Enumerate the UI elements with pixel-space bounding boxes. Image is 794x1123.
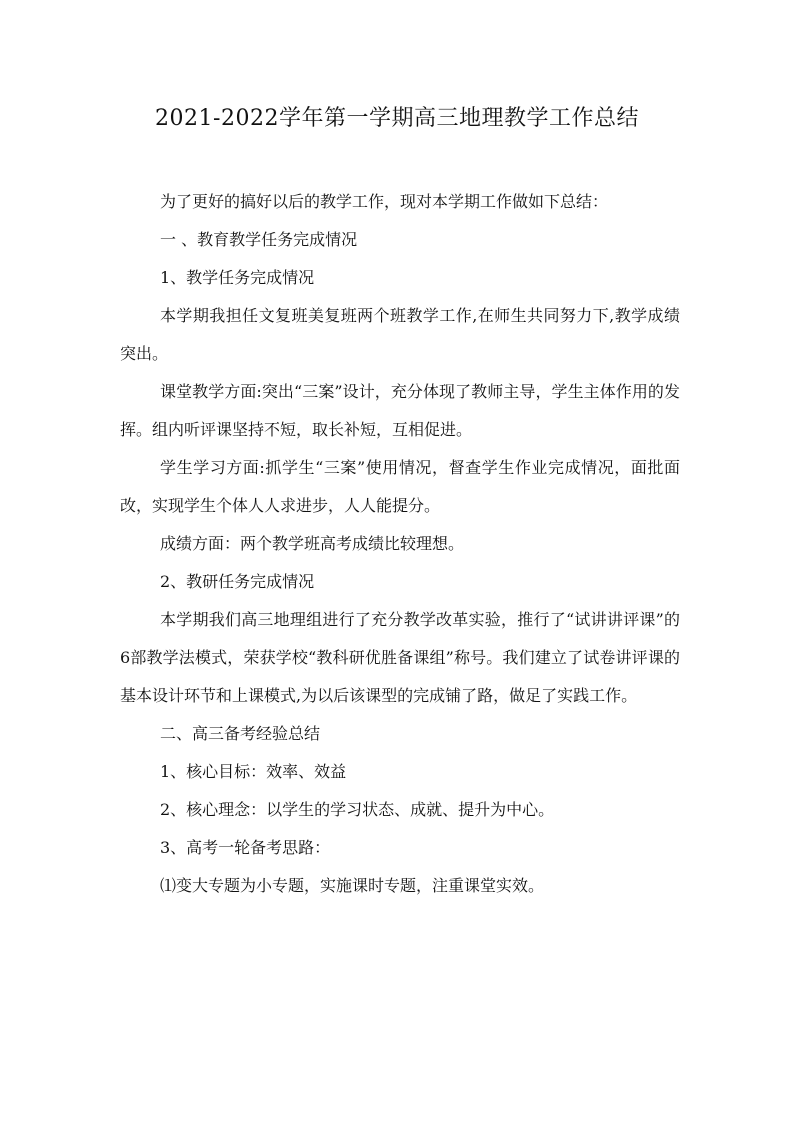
paragraph-results: 成绩方面：两个教学班高考成绩比较理想。 (160, 534, 465, 553)
paragraph-research-tasks: 本学期我们高三地理组进行了充分教学改革实验，推行了“试讲讲评课”的6部教学法模式，荣获学校“教科研优胜备课组”称号。我们建立了试卷讲评课的基本设计环节和上课模式,为以后该课型的完成铺了路，做足了实践工作。 (120, 610, 680, 705)
list-item-review-plan-1: ⑴变大专题为小专题，实施课时专题，注重课堂实效。 (160, 876, 545, 895)
section-heading-1: 一 、教育教学任务完成情况 (160, 230, 358, 249)
document-body (120, 183, 680, 905)
list-item-core-concept: 2、核心理念：以学生的学习状态、成就、提升为中心。 (160, 800, 555, 819)
subsection-heading-1-1: 1、教学任务完成情况 (160, 268, 315, 287)
document-title: 2021-2022学年第一学期高三地理教学工作总结 (155, 106, 639, 131)
list-item-review-plan: 3、高考一轮备考思路： (160, 838, 331, 857)
paragraph-student-learning: 学生学习方面:抓学生“三案”使用情况，督查学生作业完成情况，面批面改，实现学生个体人人求进步，人人能提分。 (120, 458, 680, 515)
paragraph-teaching-tasks: 本学期我担任文复班美复班两个班教学工作,在师生共同努力下,教学成绩突出。 (120, 306, 680, 363)
paragraph-intro: 为了更好的搞好以后的教学工作，现对本学期工作做如下总结： (160, 192, 609, 211)
paragraph-classroom-teaching: 课堂教学方面:突出“三案”设计，充分体现了教师主导，学生主体作用的发挥。组内听评课坚持不短，取长补短，互相促进。 (120, 382, 680, 439)
list-item-core-goal: 1、核心目标：效率、效益 (160, 762, 347, 781)
subsection-heading-1-2: 2、教研任务完成情况 (160, 572, 315, 591)
section-heading-2: 二、高三备考经验总结 (160, 724, 321, 743)
